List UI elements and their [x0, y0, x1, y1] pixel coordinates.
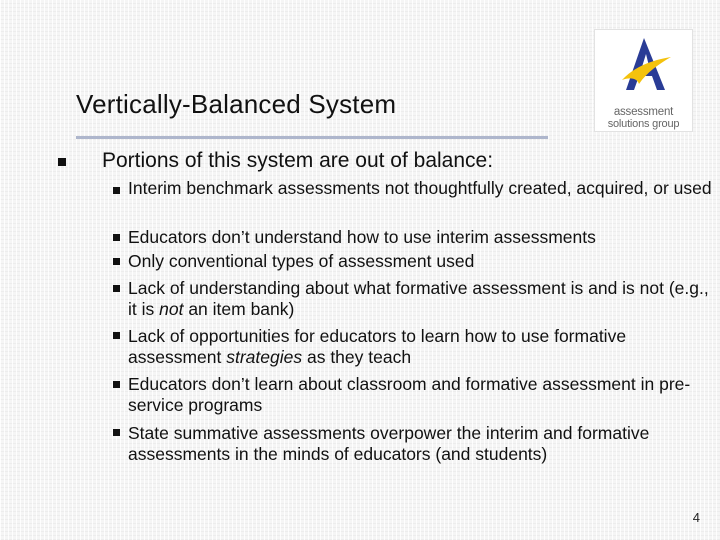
sub-bullet-marker [113, 258, 120, 265]
sub-bullet-text-part: as they teach [302, 347, 412, 367]
sub-bullet-marker [113, 187, 120, 194]
sub-bullet-emphasis: strategies [226, 347, 303, 367]
page-number: 4 [692, 510, 700, 525]
logo-text-line2: solutions group [607, 118, 680, 130]
sub-bullet-marker [113, 332, 120, 339]
logo-swoosh [622, 57, 671, 84]
sub-bullet-text: Interim benchmark assessments not thoughtfully created, acquired, or used [128, 178, 712, 198]
sub-bullet-emphasis: not [159, 299, 184, 319]
sub-bullet-text-part: an item bank) [183, 299, 295, 319]
main-bullet-marker [58, 158, 66, 166]
logo-a-mark-icon [595, 30, 692, 106]
title-underline [76, 136, 548, 139]
slide-title: Vertically-Balanced System [76, 89, 397, 119]
sub-bullet-text [128, 326, 713, 368]
sub-bullet-marker [113, 285, 120, 292]
sub-bullet-marker [113, 234, 120, 241]
logo-text-line1: assessment [613, 106, 674, 118]
sub-bullet-text: Educators don’t understand how to use interim assessments [128, 227, 596, 247]
sub-bullet-text-part: Lack of understanding about what formative assessment is and is not (e.g., it is [128, 278, 709, 319]
sub-bullet-marker [113, 381, 120, 388]
main-bullet-text: Portions of this system are out of balance: [102, 149, 494, 172]
sub-bullet-text: Educators don’t learn about classroom and formative assessment in pre-service programs [128, 374, 691, 415]
sub-bullet-text: Only conventional types of assessment used [128, 251, 475, 271]
sub-bullet-marker [113, 429, 120, 436]
sub-bullet-text [128, 278, 713, 320]
sub-bullet-text-part: Lack of opportunities for educators to learn how to use formative assessment [128, 326, 627, 367]
company-logo [594, 29, 693, 132]
sub-bullet-text: State summative assessments overpower the interim and formative assessments in the minds of educators (and students) [128, 423, 650, 464]
